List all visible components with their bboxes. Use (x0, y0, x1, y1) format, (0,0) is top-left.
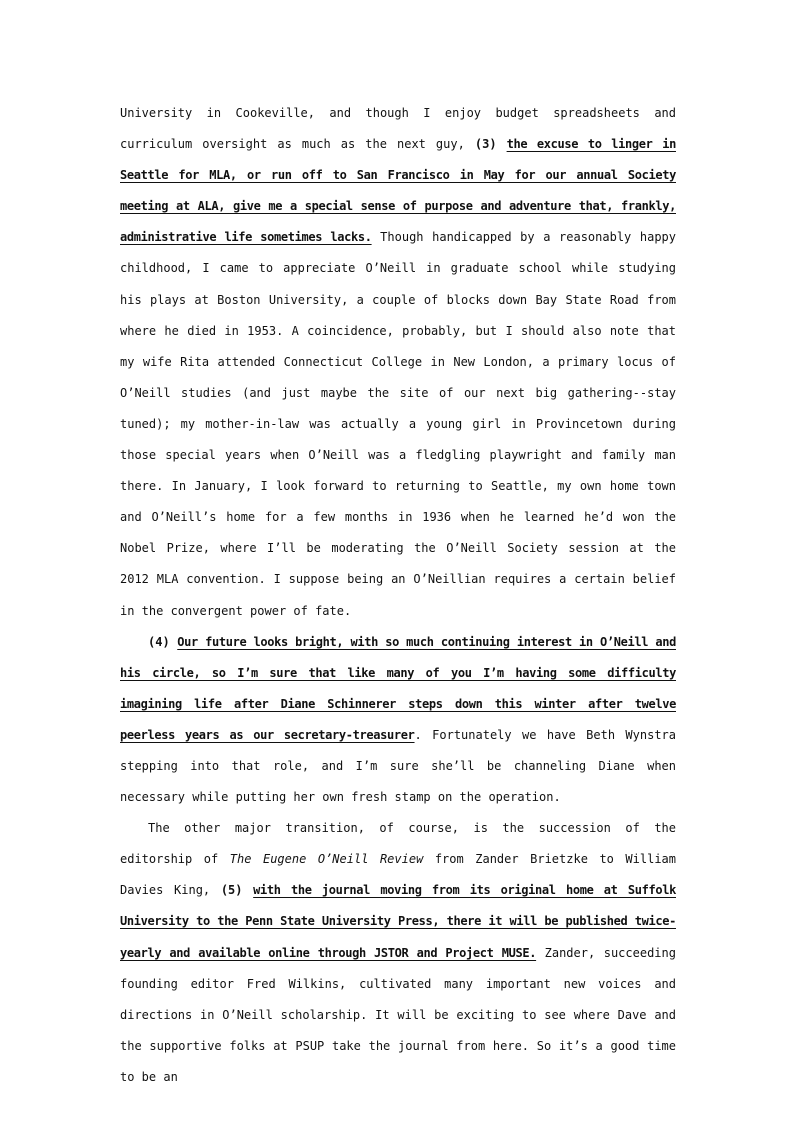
paragraph-1 (120, 98, 676, 627)
text-segment: from Zander Brietzke to William Davies King, (120, 852, 677, 898)
paragraph-2 (120, 627, 676, 814)
emphasized-sentence: Our future looks bright, with so much continuing interest in O’Neill and his circle, so I’m sure that like many of you I’m having some difficulty imagining life after Diane Schinnerer steps down this winter after twelve peerless years as our secretary-treasurer (120, 634, 676, 742)
journal-title: The Eugene O’Neill Review (229, 852, 424, 867)
item-number-5: (5) (220, 883, 254, 898)
text-segment: The other major transition, of course, is the succession of the editorship of (120, 821, 676, 867)
item-number-4: (4) (148, 634, 178, 649)
text-segment: . Fortunately we have Beth Wynstra stepping into that role, and I’m sure she’ll be channeling Diane when necessary while putting her own fresh stamp on the operation. (120, 727, 677, 805)
text-segment: Though handicapped by a reasonably happy childhood, I came to appreciate O’Neill in graduate school while studying his plays at Boston University, a couple of blocks down Bay State Road from where he died in 1953. A coincidence, probably, but I should also note that my wife Rita attended Connecticut College in New London, a primary locus of O’Neill studies (and just maybe the site of our next big gathering--stay tuned); my mother-in-law was actually a young girl in Provincetown during those special years when O’Neill was a fledgling playwright and family man there. In January, I look forward to returning to Seattle, my own home town and O’Neill’s home for a few months in 1936 when he learned he’d won the Nobel Prize, where I’ll be moderating the O’Neill Society session at the 2012 MLA convention. I suppose being an O’Neillian requires a certain belief in the convergent power of fate. (120, 230, 676, 618)
text-segment: Zander, succeeding founding editor Fred Wilkins, cultivated many important new voices and directions in O’Neill scholarship. It will be exciting to see where Dave and the supportive folks at PSUP take the journal from here. So it’s a good time to be an (120, 945, 676, 1084)
text-segment: University in Cookeville, and though I enjoy budget spreadsheets and curriculum oversight as much as the next guy, (120, 106, 676, 152)
emphasized-sentence: with the journal moving from its original home at Suffolk University to the Penn State University Press, there it will be published twice-yearly and available online through JSTOR and Project MUSE. (120, 883, 676, 960)
item-number-3: (3) (474, 137, 507, 152)
document-page (120, 98, 676, 1093)
paragraph-3 (120, 813, 676, 1093)
emphasized-sentence: the excuse to linger in Seattle for MLA, or run off to San Francisco in May for our annual Society meeting at ALA, give me a special sense of purpose and adventure that, frankly, administrative life sometimes lacks. (120, 137, 676, 245)
